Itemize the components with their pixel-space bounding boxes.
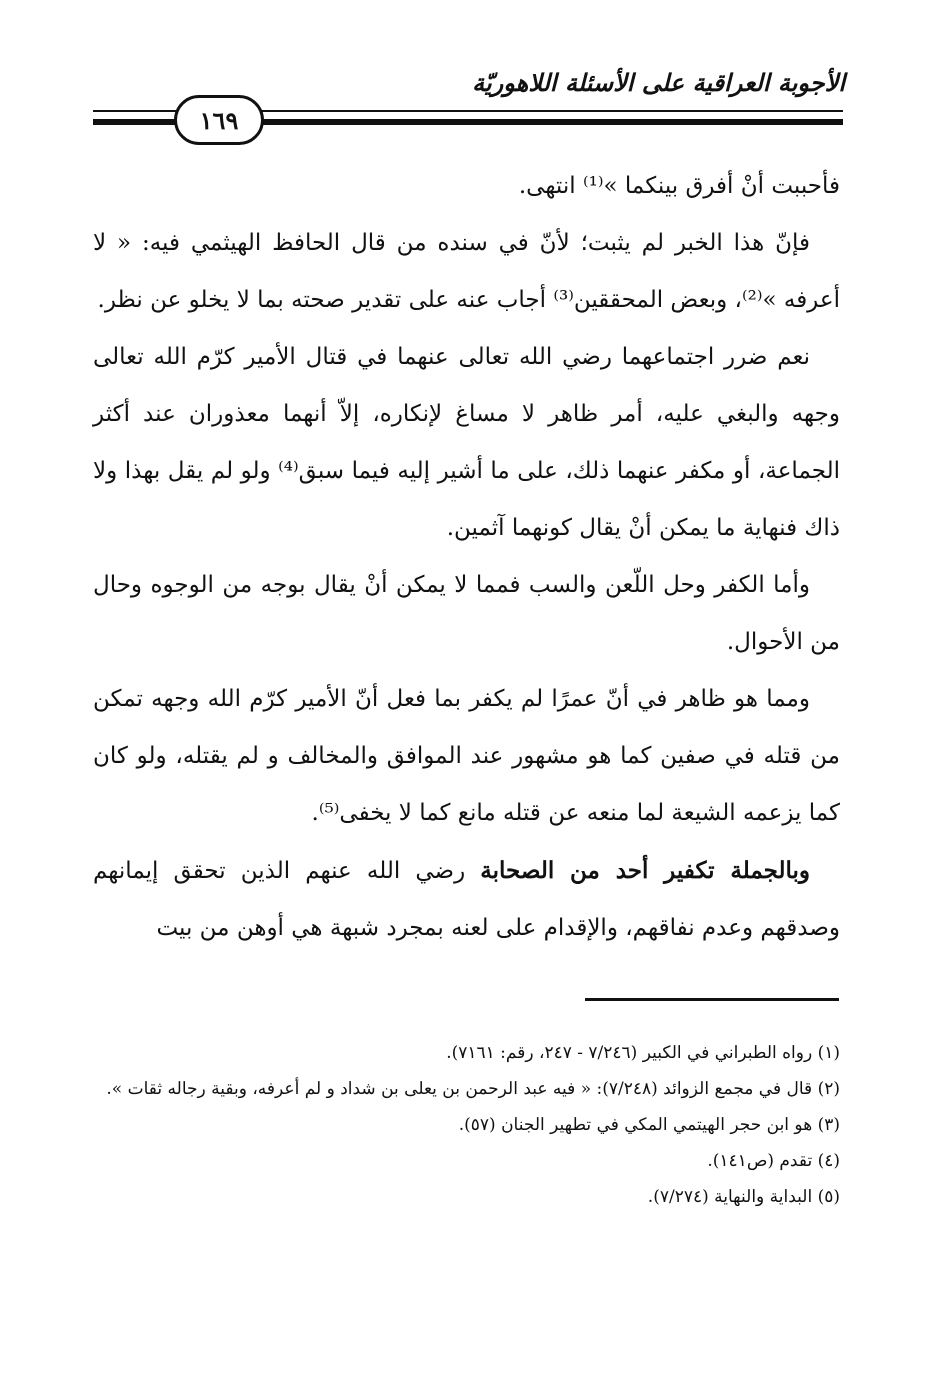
footnote-5: (٥) البداية والنهاية (٧/٢٧٤).	[647, 1187, 840, 1207]
footnote-1: (١) رواه الطبراني في الكبير (٧/٢٤٦ - ٢٤٧، رقم: ٧١٦١).	[446, 1043, 840, 1063]
paragraph-1: فأحببت أنْ أفرق بينكما »⁽¹⁾ انتهى.	[518, 173, 840, 199]
paragraph-2: فإنّ هذا الخبر لم يثبت؛ لأنّ في سنده من قال الحافظ الهيثمي فيه: « لا أعرفه »⁽²⁾، وبعض المحققين⁽³⁾ أجاب عنه على تقدير صحته بما لا يخلو عن نظر.	[93, 230, 840, 313]
paragraph-5: ومما هو ظاهر في أنّ عمرًا لم يكفر بما فعل أنّ الأمير كرّم الله وجهه تمكن من قتله في صفين كما هو مشهور عند الموافق والمخالف و لم يقتله، ولو كان كما يزعمه الشيعة لما منعه عن قتله مانع كما لا يخفى⁽⁵⁾.	[93, 686, 840, 826]
footnote-separator	[585, 998, 839, 1001]
footnote-4: (٤) تقدم (ص١٤١).	[707, 1151, 840, 1171]
paragraph-4: وأما الكفر وحل اللّعن والسب فمما لا يمكن أنْ يقال بوجه من الوجوه وحال من الأحوال.	[93, 572, 840, 655]
page-number	[174, 95, 264, 145]
main-text	[93, 158, 840, 957]
paragraph-6-text: رضي الله عنهم الذين تحقق إيمانهم وصدقهم وعدم نفاقهم، والإقدام على لعنه بمجرد شبهة هي أوهن من بيت	[93, 858, 840, 941]
paragraph-6-bold-phrase: وبالجملة تكفير أحد من الصحابة	[480, 857, 810, 884]
paragraph-6	[93, 842, 840, 957]
page-number-text: ١٦٩	[199, 105, 239, 135]
footnote-3: (٣) هو ابن حجر الهيتمي المكي في تطهير الجنان (٥٧).	[458, 1115, 840, 1135]
running-title: الأجوبة العراقية على الأسئلة اللاهوريّة	[472, 68, 845, 97]
footnotes	[93, 1035, 840, 1215]
paragraph-3: نعم ضرر اجتماعهما رضي الله تعالى عنهما في قتال الأمير كرّم الله تعالى وجهه والبغي عليه، أمر ظاهر لا مساغ لإنكاره، إلاّ أنهما معذوران عند أكثر الجماعة، أو مكفر عنهما ذلك، على ما أشير إليه فيما سبق⁽⁴⁾ ولو لم يقل بهذا ولا ذاك فنهاية ما يمكن أنْ يقال كونهما آثمين.	[93, 344, 840, 541]
footnote-2: (٢) قال في مجمع الزوائد (٧/٢٤٨): « فيه عبد الرحمن بن يعلى بن شداد و لم أعرفه، وبقية رجاله ثقات ».	[106, 1079, 840, 1099]
